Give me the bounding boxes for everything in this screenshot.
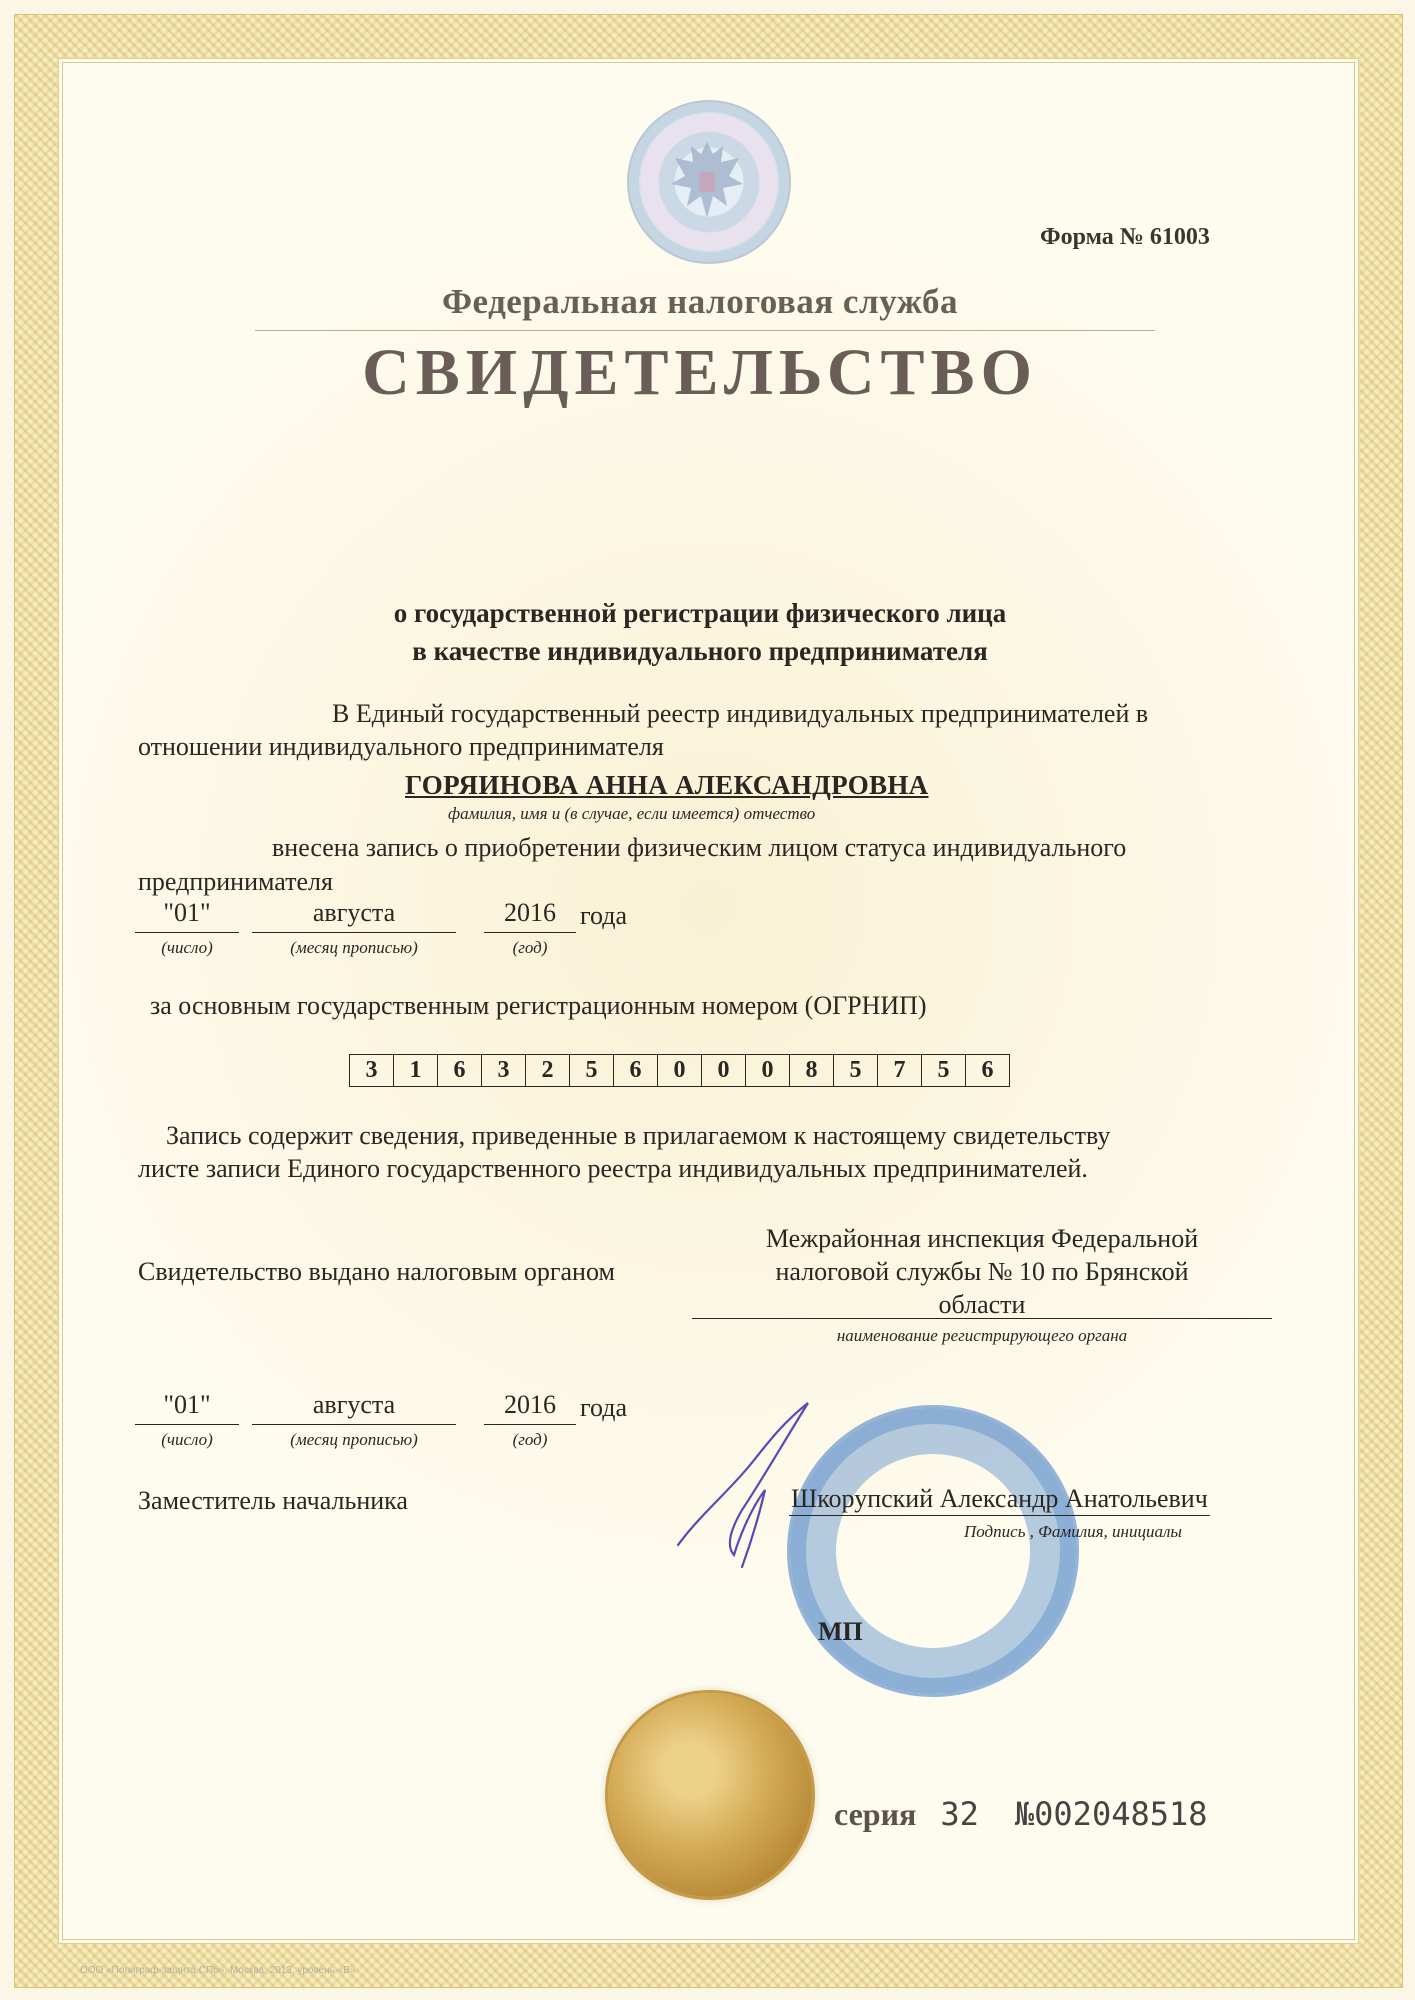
issue-year-suffix: года: [580, 1393, 628, 1422]
stamp-place-label: МП: [818, 1617, 863, 1646]
serial-number: №002048518: [1014, 1795, 1208, 1833]
official-position: Заместитель начальника: [138, 1486, 408, 1515]
ogrnip-digit: 3: [482, 1055, 526, 1086]
series-number: 32: [940, 1795, 979, 1833]
issue-year: 2016: [484, 1390, 576, 1425]
ogrnip-digit: 5: [922, 1055, 966, 1086]
issue-day-caption: (число): [161, 1430, 213, 1449]
handwritten-signature: [670, 1395, 820, 1575]
record-note-line-2: листе записи Единого государственного реестра индивидуальных предпринимателей.: [138, 1154, 1088, 1183]
subtitle-line-1: о государственной регистрации физического лица: [393, 598, 1007, 628]
official-name: Шкорупский Александр Анатольевич: [789, 1483, 1210, 1516]
intro-line-1: В Единый государственный реестр индивидуальных предпринимателей в: [332, 699, 1149, 728]
issue-month-caption: (месяц прописью): [290, 1430, 418, 1449]
ogrnip-digit: 7: [878, 1055, 922, 1086]
registration-year-caption: (год): [512, 938, 548, 957]
registration-day: "01": [135, 898, 239, 933]
ogrnip-digit: 6: [438, 1055, 482, 1086]
ogrnip-digit: 5: [570, 1055, 614, 1086]
registration-day-caption: (число): [161, 938, 213, 957]
ogrnip-digit: 1: [394, 1055, 438, 1086]
registration-year: 2016: [484, 898, 576, 933]
ogrnip-digit: 8: [790, 1055, 834, 1086]
signature-caption: Подпись , Фамилия, инициалы: [964, 1522, 1182, 1541]
eagle-emblem-icon: [663, 132, 751, 228]
printer-imprint: ООО «Полиграф-защита СПб», Москва, 2013, уровень «В»: [80, 1965, 356, 1976]
authority-line-2: налоговой службы № 10 по Брянской: [775, 1257, 1189, 1286]
ogrnip-digit: 2: [526, 1055, 570, 1086]
record-note-line-1: Запись содержит сведения, приведенные в прилагаемом к настоящему свидетельству: [166, 1121, 1111, 1150]
title-divider: [255, 330, 1155, 331]
issue-month: августа: [252, 1390, 456, 1425]
form-number: Форма № 61003: [1040, 224, 1210, 250]
ogrnip-label: за основным государственным регистрационным номером (ОГРНИП): [150, 991, 927, 1020]
document-subtitle: [200, 594, 1200, 670]
official-stamp: [787, 1405, 1079, 1697]
person-name: ГОРЯИНОВА АННА АЛЕКСАНДРОВНА: [405, 770, 929, 800]
serial-block: [834, 1795, 1208, 1833]
registering-authority: [692, 1222, 1272, 1321]
ogrnip-digit: 5: [834, 1055, 878, 1086]
person-name-caption: фамилия, имя и (в случае, если имеется) отчество: [448, 804, 816, 823]
issued-by-label: Свидетельство выдано налоговым органом: [138, 1257, 615, 1286]
issue-day: "01": [135, 1390, 239, 1425]
service-name: Федеральная налоговая служба: [441, 282, 959, 321]
record-line-2: предпринимателя: [138, 867, 333, 896]
registration-month: августа: [252, 898, 456, 933]
ogrnip-number-grid: [349, 1054, 1010, 1087]
ogrnip-digit: 0: [658, 1055, 702, 1086]
registration-month-caption: (месяц прописью): [290, 938, 418, 957]
authority-line-3: области: [938, 1290, 1026, 1319]
ogrnip-digit: 0: [702, 1055, 746, 1086]
ogrnip-digit: 6: [614, 1055, 658, 1086]
issue-year-caption: (год): [512, 1430, 548, 1449]
ogrnip-digit: 0: [746, 1055, 790, 1086]
ogrnip-digit: 3: [350, 1055, 394, 1086]
record-line-1: внесена запись о приобретении физическим лицом статуса индивидуального: [272, 833, 1127, 862]
ogrnip-digit: 6: [981, 1057, 994, 1083]
authority-line-1: Межрайонная инспекция Федеральной: [765, 1224, 1199, 1253]
authority-caption: наименование регистрирующего органа: [836, 1326, 1128, 1345]
series-label: серия: [834, 1796, 917, 1832]
subtitle-line-2: в качестве индивидуального предпринимателя: [412, 636, 988, 666]
intro-line-2: отношении индивидуального предпринимателя: [138, 732, 664, 761]
document-title: СВИДЕТЕЛЬСТВО: [362, 336, 1038, 409]
authority-underline: [692, 1318, 1272, 1319]
gold-seal: [608, 1693, 812, 1897]
registration-year-suffix: года: [580, 901, 628, 930]
